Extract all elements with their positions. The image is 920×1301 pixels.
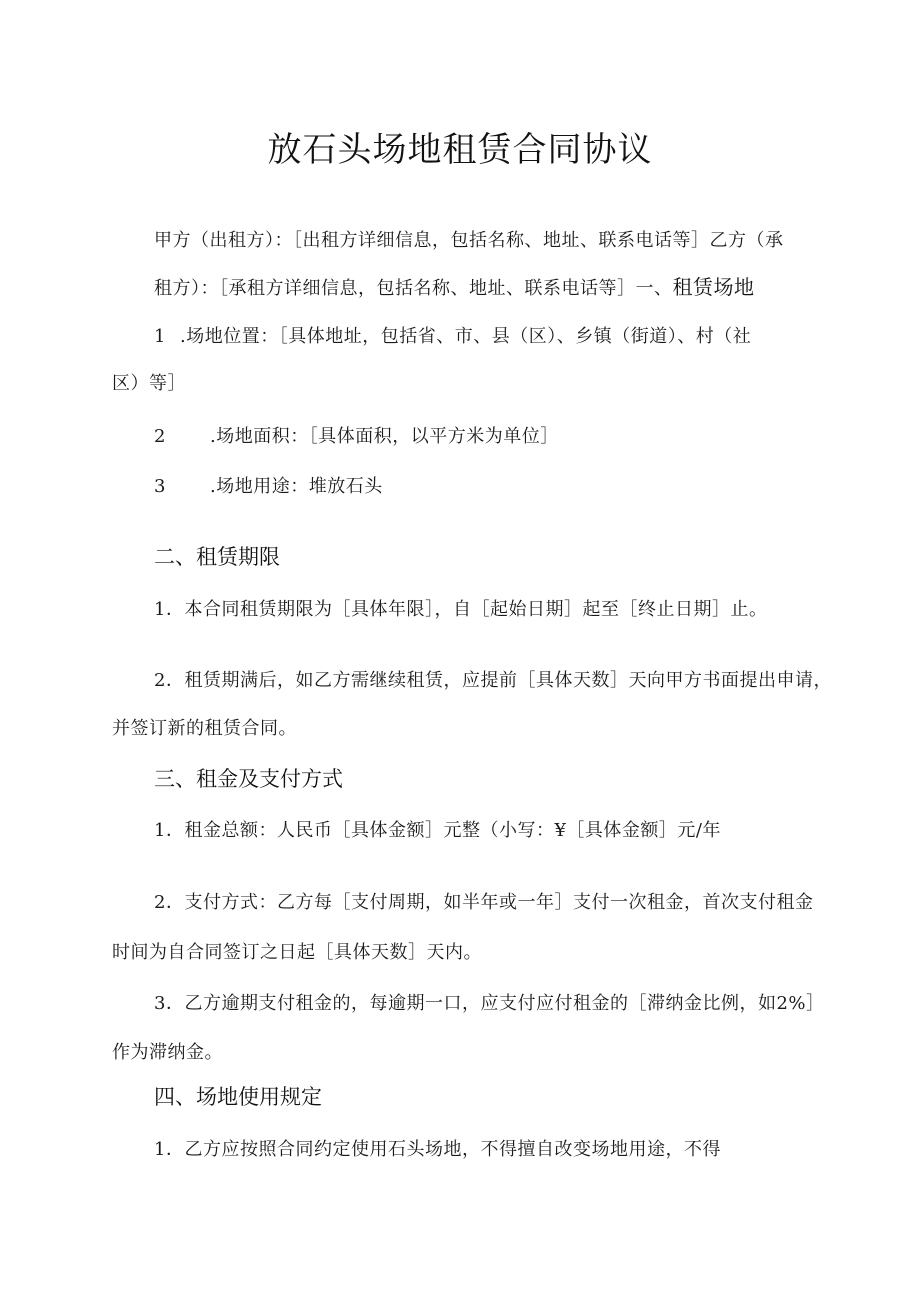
section-1-item-1 [154,324,751,350]
document-title: 放石头场地租赁合同协议 [267,130,653,170]
section-3-item-1: 1．租金总额：人民币［具体金额］元整（小写：¥［具体金额］元/年 [154,820,721,841]
section-1-item-3 [154,474,383,500]
party-line-1: 甲方（出租方）：［出租方详细信息，包括名称、地址、联系电话等］乙方（承 [154,230,784,251]
section-1-title: 租赁场地 [672,275,755,299]
section-3-item-2-cont: 时间为自合同签订之日起［具体天数］天内。 [112,942,482,963]
section-3-item-3: 3．乙方逾期支付租金的，每逾期一口，应支付应付租金的［滞纳金比例，如2%］ [154,993,825,1014]
item-text: .场地面积：［具体面积，以平方米为单位］ [210,426,559,447]
item-number: 1 [154,326,166,347]
section-1-item-2 [154,424,559,450]
section-3-title: 三、租金及支付方式 [154,767,343,791]
party-line-2 [154,274,755,302]
section-2-item-2-cont: 并签订新的租赁合同。 [112,718,297,739]
section-2-item-1: 1．本合同租赁期限为［具体年限］，自［起始日期］起至［终止日期］止。 [154,599,768,620]
section-3-item-3-cont: 作为滞纳金。 [112,1042,223,1063]
section-4-title: 四、场地使用规定 [154,1085,322,1109]
item-text: .场地位置：［具体地址，包括省、市、县（区）、乡镇（街道）、村（社 [180,326,752,347]
section-3-item-2: 2．支付方式：乙方每［支付周期，如半年或一年］支付一次租金，首次支付租金 [154,892,814,913]
party-line-2-text: 租方）：［承租方详细信息，包括名称、地址、联系电话等］一、 [154,278,673,299]
section-4-item-1: 1．乙方应按照合同约定使用石头场地，不得擅自改变场地用途，不得 [154,1139,721,1160]
section-1-item-1-cont: 区）等］ [112,373,186,394]
section-2-item-2: 2．租赁期满后，如乙方需继续租赁，应提前［具体天数］天向甲方书面提出申请， [154,670,832,691]
item-number: 3 [154,476,166,497]
section-2-title: 二、租赁期限 [154,545,280,569]
item-number: 2 [154,426,166,447]
item-text: .场地用途：堆放石头 [210,476,383,497]
